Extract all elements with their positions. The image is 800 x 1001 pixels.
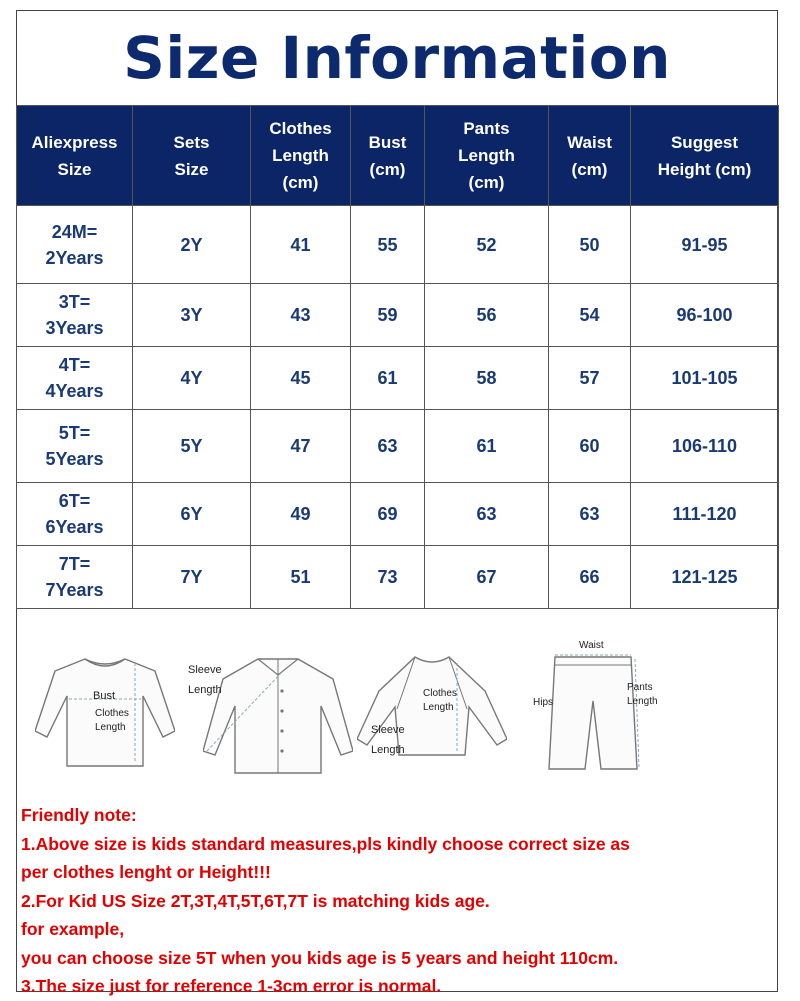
note-line: per clothes lenght or Height!!! bbox=[21, 862, 271, 882]
cell-sets-size: 3Y bbox=[133, 284, 251, 347]
cell-sets-size: 5Y bbox=[133, 410, 251, 483]
tshirt-length-label: Length bbox=[95, 722, 126, 733]
cell-waist: 63 bbox=[549, 483, 631, 546]
raglan-sleeve-label: Sleeve bbox=[371, 724, 405, 736]
cell-bust: 69 bbox=[351, 483, 425, 546]
shirt-sleeve-label: Sleeve bbox=[188, 664, 222, 676]
cell-aliexpress-size: 24M= 2Years bbox=[17, 206, 133, 284]
cell-sets-size: 4Y bbox=[133, 347, 251, 410]
raglan-clothes-label: Clothes bbox=[423, 688, 457, 699]
table-row bbox=[17, 546, 779, 609]
cell-aliexpress-size: 7T= 7Years bbox=[17, 546, 133, 609]
cell-waist: 57 bbox=[549, 347, 631, 410]
header-bust: Bust (cm) bbox=[351, 106, 425, 206]
cell-aliexpress-size: 4T= 4Years bbox=[17, 347, 133, 410]
cell-pants-length: 52 bbox=[425, 206, 549, 284]
cell-pants-length: 67 bbox=[425, 546, 549, 609]
cell-suggest-height: 101-105 bbox=[631, 347, 779, 410]
pants-length-label: Length bbox=[627, 696, 658, 707]
friendly-note bbox=[21, 801, 771, 1001]
size-table bbox=[16, 105, 779, 609]
cell-waist: 60 bbox=[549, 410, 631, 483]
measurement-diagrams bbox=[17, 611, 777, 791]
note-line: 2.For Kid US Size 2T,3T,4T,5T,6T,7T is matching kids age. bbox=[21, 890, 490, 911]
note-line: for example, bbox=[21, 919, 125, 939]
cell-pants-length: 58 bbox=[425, 347, 549, 410]
cell-bust: 61 bbox=[351, 347, 425, 410]
header-waist: Waist (cm) bbox=[549, 106, 631, 206]
table-row bbox=[17, 347, 779, 410]
cell-suggest-height: 91-95 bbox=[631, 206, 779, 284]
header-pants-length: Pants Length (cm) bbox=[425, 106, 549, 206]
cell-clothes-length: 47 bbox=[251, 410, 351, 483]
pants-hips-label: Hips bbox=[533, 697, 554, 708]
note-line: 1.Above size is kids standard measures,pls kindly choose correct size as bbox=[21, 833, 630, 854]
header-aliexpress-size: Aliexpress Size bbox=[17, 106, 133, 206]
table-row bbox=[17, 483, 779, 546]
cell-aliexpress-size: 6T= 6Years bbox=[17, 483, 133, 546]
header-clothes-length: Clothes Length (cm) bbox=[251, 106, 351, 206]
cell-clothes-length: 45 bbox=[251, 347, 351, 410]
raglan-length-label: Length bbox=[423, 702, 454, 713]
cell-bust: 73 bbox=[351, 546, 425, 609]
note-line: 3.The size just for reference 1-3cm error is normal. bbox=[21, 976, 442, 996]
shirt-diagram bbox=[203, 651, 353, 781]
table-row bbox=[17, 410, 779, 483]
cell-suggest-height: 121-125 bbox=[631, 546, 779, 609]
cell-pants-length: 61 bbox=[425, 410, 549, 483]
cell-waist: 66 bbox=[549, 546, 631, 609]
cell-suggest-height: 96-100 bbox=[631, 284, 779, 347]
cell-sets-size: 6Y bbox=[133, 483, 251, 546]
cell-sets-size: 7Y bbox=[133, 546, 251, 609]
cell-bust: 63 bbox=[351, 410, 425, 483]
pants-waist-label: Waist bbox=[579, 640, 604, 651]
size-chart-card bbox=[16, 10, 778, 996]
cell-suggest-height: 106-110 bbox=[631, 410, 779, 483]
cell-pants-length: 63 bbox=[425, 483, 549, 546]
note-line: you can choose size 5T when you kids age is 5 years and height 110cm. bbox=[21, 947, 619, 968]
cell-pants-length: 56 bbox=[425, 284, 549, 347]
shirt-length-label: Length bbox=[188, 684, 222, 696]
cell-waist: 54 bbox=[549, 284, 631, 347]
cell-bust: 55 bbox=[351, 206, 425, 284]
cell-clothes-length: 49 bbox=[251, 483, 351, 546]
cell-aliexpress-size: 5T= 5Years bbox=[17, 410, 133, 483]
cell-bust: 59 bbox=[351, 284, 425, 347]
raglan-sleeve-length-label: Length bbox=[371, 744, 405, 756]
table-header-row bbox=[17, 106, 779, 206]
note-heading: Friendly note: bbox=[21, 805, 137, 825]
tshirt-clothes-label: Clothes bbox=[95, 708, 129, 719]
header-suggest-height: Suggest Height (cm) bbox=[631, 106, 779, 206]
table-row bbox=[17, 284, 779, 347]
pants-pants-label: Pants bbox=[627, 682, 653, 693]
cell-waist: 50 bbox=[549, 206, 631, 284]
cell-sets-size: 2Y bbox=[133, 206, 251, 284]
page-title: Size Information bbox=[123, 24, 671, 92]
header-sets-size: Sets Size bbox=[133, 106, 251, 206]
cell-clothes-length: 41 bbox=[251, 206, 351, 284]
table-row bbox=[17, 206, 779, 284]
cell-clothes-length: 43 bbox=[251, 284, 351, 347]
cell-suggest-height: 111-120 bbox=[631, 483, 779, 546]
cell-aliexpress-size: 3T= 3Years bbox=[17, 284, 133, 347]
tshirt-bust-label: Bust bbox=[93, 690, 116, 702]
pants-diagram bbox=[545, 651, 641, 777]
cell-clothes-length: 51 bbox=[251, 546, 351, 609]
